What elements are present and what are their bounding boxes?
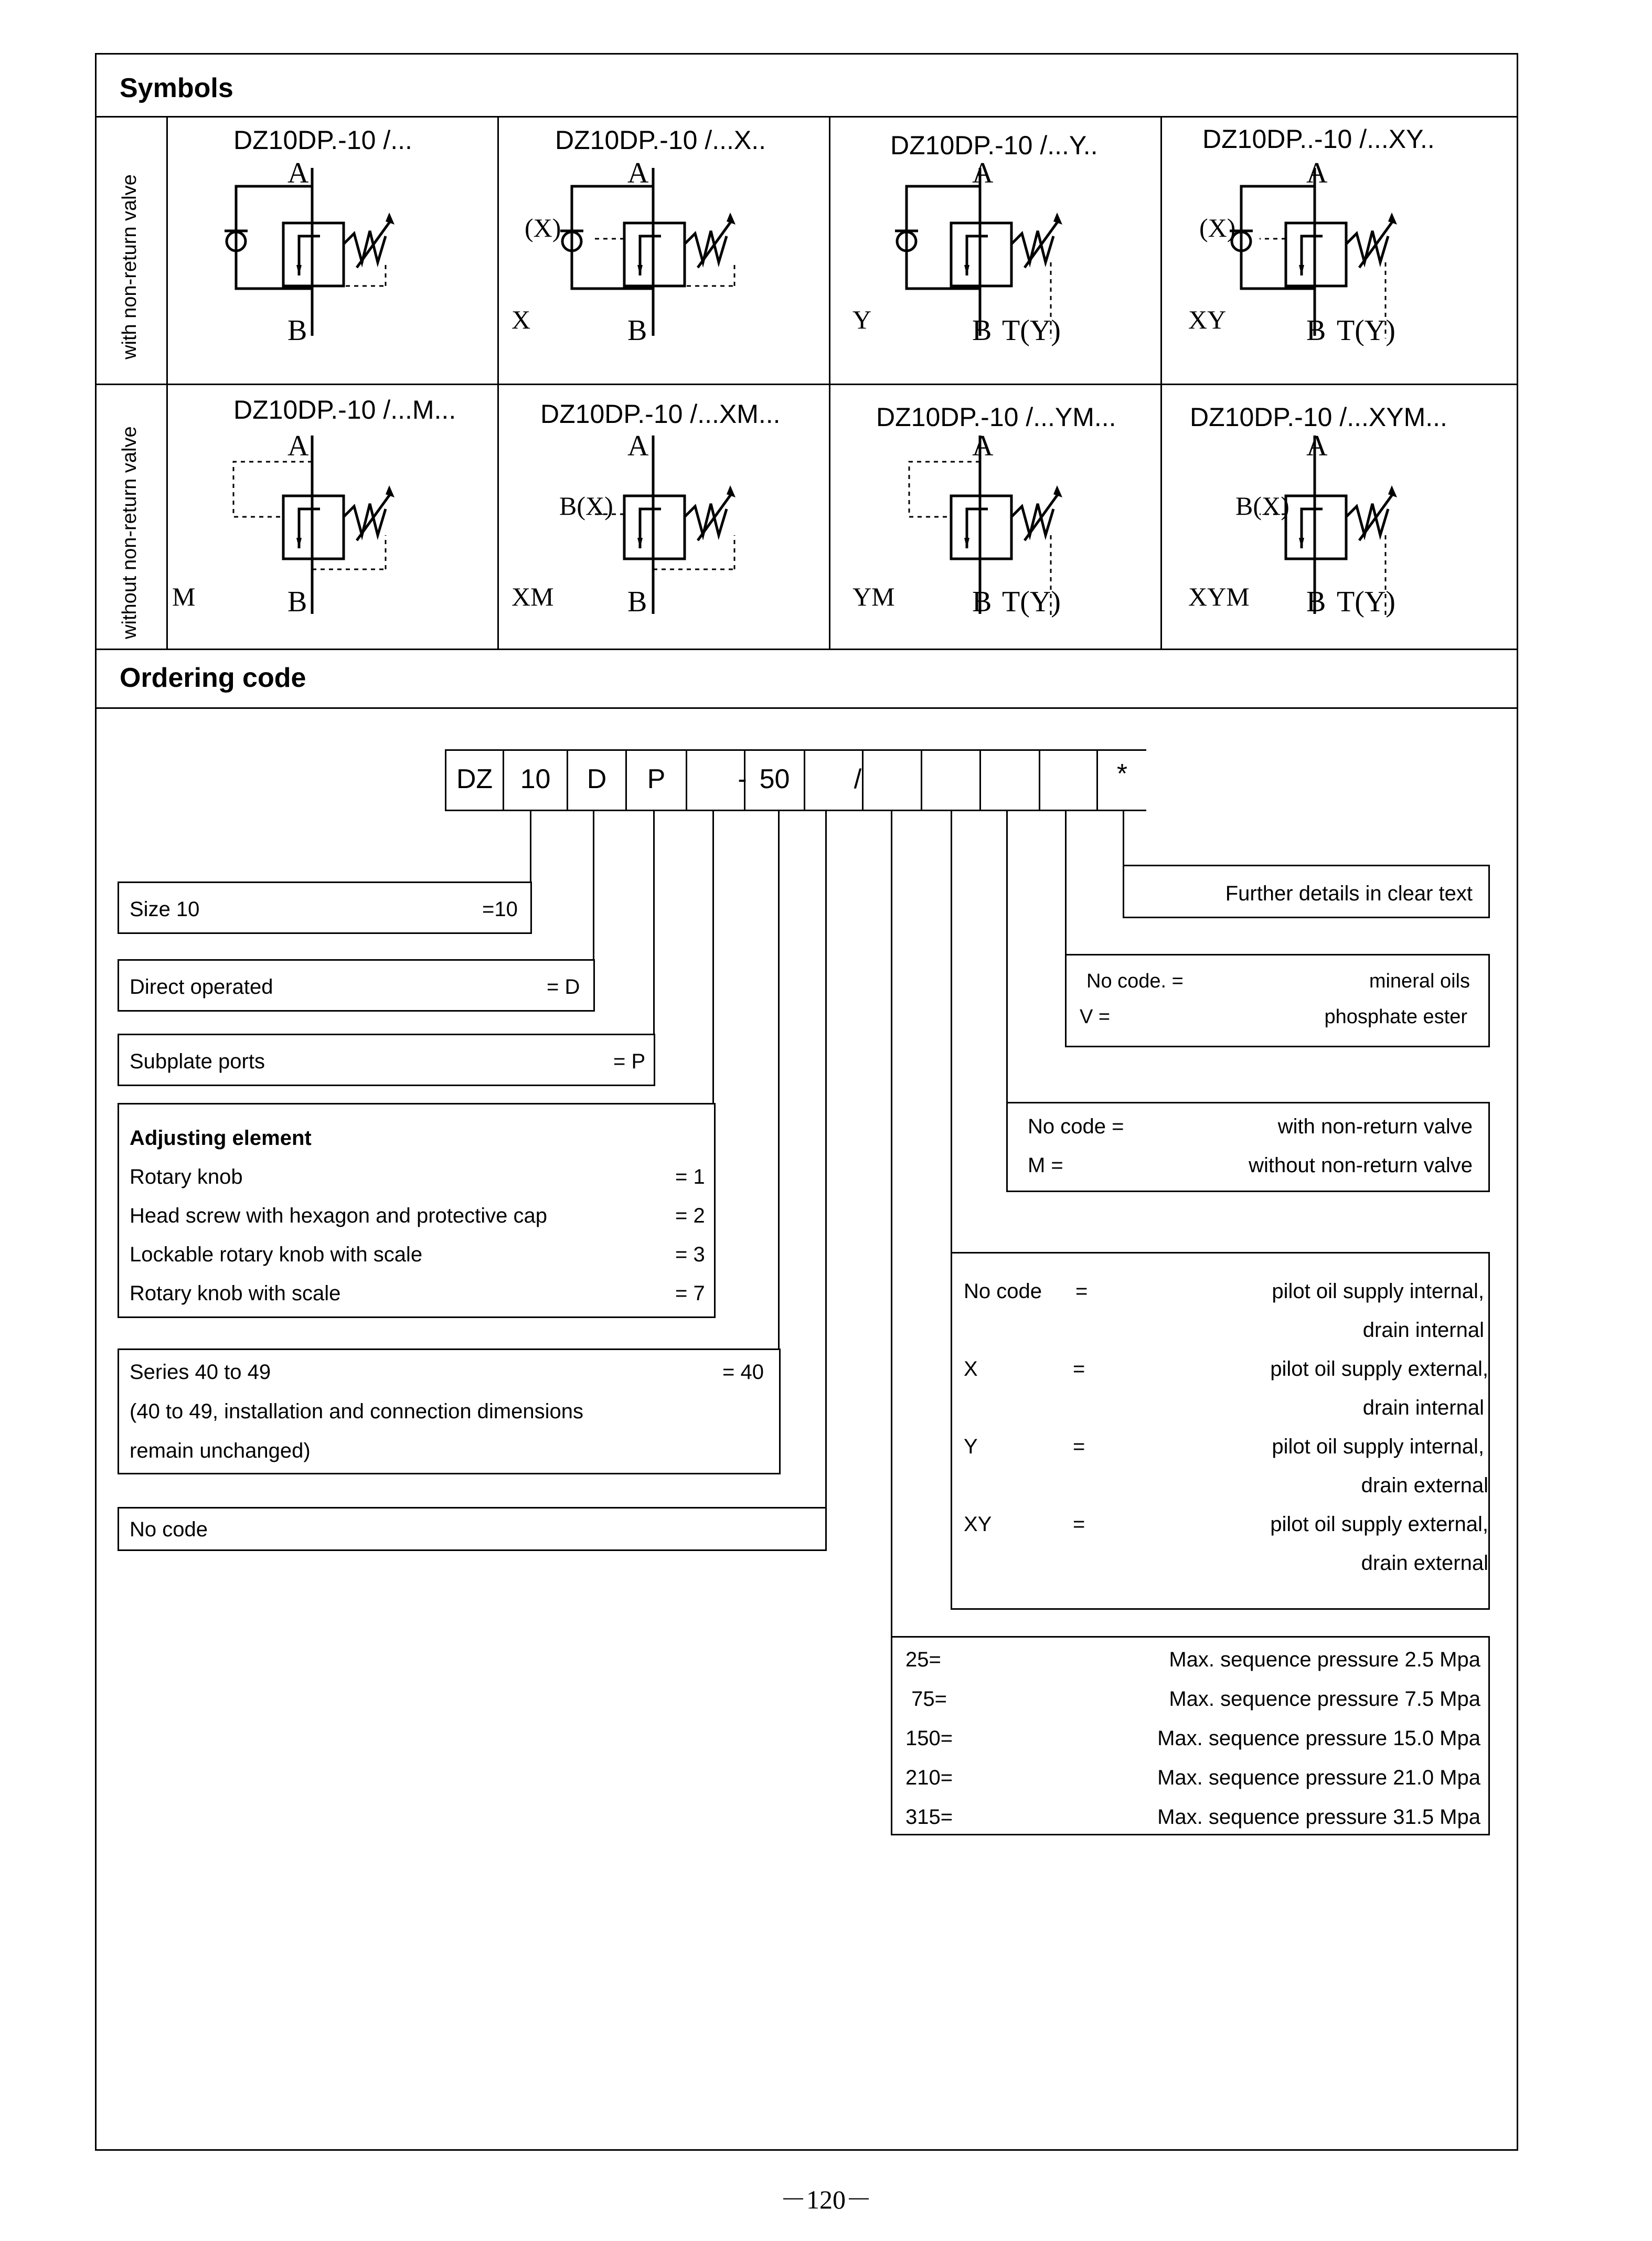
symbol-title: DZ10DP.-10 /...M... [233, 395, 456, 424]
seal-code: V = [1080, 1006, 1111, 1028]
pressure-code: 25= [905, 1648, 941, 1671]
pilot-eq: = [1075, 1280, 1088, 1303]
direct-operated-label: Direct operated [130, 975, 273, 999]
port-a-label: A [627, 430, 649, 462]
variant-mark: XM [511, 582, 554, 611]
size-label: Size 10 [130, 898, 200, 921]
variant-mark: XY [1188, 305, 1227, 334]
symbol-title: DZ10DP.-10 /...XYM... [1190, 402, 1447, 432]
port-a-label: A [627, 157, 649, 189]
adjusting-item-code: = 2 [675, 1204, 705, 1227]
pilot-desc-1: pilot oil supply external, [1270, 1513, 1488, 1536]
adjusting-item-label: Lockable rotary knob with scale [130, 1243, 423, 1266]
port-t-label: T(Y) [1337, 314, 1395, 347]
subplate-ports-box [118, 1034, 655, 1086]
port-a-label: A [287, 157, 309, 189]
seal-desc: mineral oils [1369, 970, 1470, 992]
seal-desc: phosphate ester [1324, 1006, 1467, 1028]
check-valve-desc: without non-return valve [1249, 1154, 1473, 1177]
pilot-eq: = [1073, 1513, 1085, 1536]
code-cell-dash: - [738, 764, 747, 794]
subplate-ports-label: Subplate ports [130, 1050, 265, 1073]
pilot-desc-1: pilot oil supply internal, [1272, 1280, 1484, 1303]
pilot-desc-1: pilot oil supply internal, [1272, 1435, 1484, 1458]
leader-line-check-valve [1006, 810, 1008, 1104]
symbol-title: DZ10DP.-10 /...X.. [555, 125, 766, 155]
port-a-label: A [287, 430, 309, 462]
pressure-box [891, 1636, 1490, 1835]
pressure-code: 75= [905, 1687, 947, 1711]
code-cell-border [804, 749, 805, 811]
port-a-label: A [972, 430, 994, 462]
adjusting-item-label: Rotary knob [130, 1165, 243, 1188]
port-a-label: A [1306, 157, 1328, 189]
sequence-valve-symbol-icon [205, 430, 467, 630]
pilot-x-label: (X) [1199, 213, 1236, 242]
series-note-line-2: remain unchanged) [130, 1439, 311, 1462]
seal-code: No code. = [1086, 970, 1184, 992]
adjusting-item-code: = 3 [675, 1243, 705, 1266]
port-b-label: B [627, 586, 647, 618]
code-cell-border [979, 749, 981, 811]
pilot-x-label: B(X) [559, 491, 613, 521]
row-label-with-non-return: with non-return valve [119, 174, 141, 359]
code-cell-ports: P [647, 764, 666, 794]
sequence-valve-symbol-icon [540, 157, 803, 357]
pressure-desc: Max. sequence pressure 31.5 Mpa [1157, 1805, 1480, 1829]
further-details-box [1123, 865, 1490, 918]
port-b-label: B [627, 314, 647, 347]
subplate-ports-code: = P [613, 1050, 646, 1073]
variant-mark: XYM [1188, 582, 1250, 611]
leader-line-size [530, 810, 531, 884]
pressure-desc: Max. sequence pressure 15.0 Mpa [1157, 1727, 1480, 1750]
check-valve-code: M = [1028, 1154, 1063, 1177]
variant-mark: YM [852, 582, 895, 611]
leader-line-operation [593, 810, 594, 962]
check-valve-box [1006, 1102, 1490, 1192]
symbols-col-divider-2 [829, 116, 830, 649]
direct-operated-box [118, 959, 595, 1012]
pressure-desc: Max. sequence pressure 2.5 Mpa [1169, 1648, 1480, 1671]
pilot-desc-2: drain external [1361, 1474, 1488, 1497]
port-b-label: B [972, 314, 992, 347]
pilot-x-label: (X) [525, 213, 561, 242]
further-details-label: Further details in clear text [1225, 882, 1473, 905]
code-cell-slash: / [854, 764, 862, 794]
symbol-title: DZ10DP.-10 /...Y.. [890, 131, 1098, 160]
series-box [118, 1348, 781, 1474]
symbol-title: DZ10DP.-10 /... [233, 125, 412, 155]
code-cell-further: * [1116, 759, 1128, 789]
symbols-header-divider [95, 116, 1518, 118]
pilot-desc-1: pilot oil supply external, [1270, 1357, 1488, 1380]
pressure-desc: Max. sequence pressure 21.0 Mpa [1157, 1766, 1480, 1789]
leader-line-pilot [951, 810, 952, 1256]
port-t-label: T(Y) [1002, 586, 1061, 618]
pilot-code: No code [964, 1280, 1042, 1303]
series-label: Series 40 to 49 [130, 1361, 271, 1384]
pressure-code: 150= [905, 1727, 953, 1750]
sequence-valve-symbol-icon [540, 430, 803, 630]
sequence-valve-symbol-icon [205, 157, 467, 357]
leader-line-no-code [825, 810, 827, 1510]
direct-operated-code: = D [547, 975, 580, 999]
symbols-heading: Symbols [120, 73, 233, 103]
adjusting-element-box [118, 1103, 716, 1318]
port-a-label: A [1306, 430, 1328, 462]
size-box [118, 881, 532, 934]
pilot-x-label: B(X) [1235, 491, 1289, 521]
variant-mark: X [511, 305, 531, 334]
adjusting-item-label: Rotary knob with scale [130, 1282, 341, 1305]
pilot-desc-2: drain internal [1362, 1396, 1484, 1419]
port-b-label: B [287, 314, 307, 347]
symbol-title: DZ10DP.-10 /...YM... [876, 402, 1116, 432]
pressure-code: 315= [905, 1805, 953, 1829]
adjusting-item-label: Head screw with hexagon and protective cap [130, 1204, 548, 1227]
code-cell-series: 50 [759, 764, 790, 794]
no-code-label: No code [130, 1518, 208, 1541]
port-b-label: B [1306, 314, 1326, 347]
symbols-col-divider-1 [497, 116, 499, 649]
symbol-title: DZ10DP.-10 /...XM... [540, 399, 781, 429]
series-code: = 40 [722, 1361, 764, 1384]
port-b-label: B [287, 586, 307, 618]
ordering-header-divider [95, 707, 1518, 709]
code-strip-top-line [445, 749, 1146, 751]
code-cell-type: DZ [456, 764, 493, 794]
symbols-label-column-divider [166, 116, 168, 649]
variant-mark: M [172, 582, 196, 611]
leader-line-ports [653, 810, 655, 1036]
size-code: =10 [482, 898, 518, 921]
adjusting-heading: Adjusting element [130, 1127, 312, 1150]
page-number: －120－ [780, 2185, 872, 2214]
pressure-code: 210= [905, 1766, 953, 1789]
pilot-desc-2: drain internal [1362, 1319, 1484, 1342]
pilot-code: X [964, 1357, 978, 1380]
check-valve-code: No code = [1028, 1115, 1124, 1138]
adjusting-item-code: = 1 [675, 1165, 705, 1188]
leader-line-seal [1065, 810, 1067, 955]
leader-line-series [778, 810, 780, 1350]
pilot-eq: = [1073, 1357, 1085, 1380]
leader-line-further [1123, 810, 1124, 866]
pilot-code: Y [964, 1435, 978, 1458]
port-t-label: T(Y) [1002, 314, 1061, 347]
no-code-box [118, 1507, 827, 1551]
leader-line-pressure [891, 810, 892, 1638]
seal-material-box [1065, 954, 1490, 1047]
code-strip-bottom-line [445, 810, 1146, 811]
pressure-desc: Max. sequence pressure 7.5 Mpa [1169, 1687, 1480, 1711]
leader-line-adjusting [712, 810, 714, 1107]
pilot-code: XY [964, 1513, 992, 1536]
port-t-label: T(Y) [1337, 586, 1395, 618]
symbols-row-divider [95, 384, 1518, 385]
port-b-label: B [972, 586, 992, 618]
code-cell-border [686, 749, 687, 811]
code-cell-border [1039, 749, 1040, 811]
pilot-oil-box [951, 1252, 1490, 1610]
code-cell-size: 10 [520, 764, 551, 794]
row-label-without-non-return: without non-return valve [119, 426, 141, 639]
pilot-eq: = [1073, 1435, 1085, 1458]
code-cell-border [921, 749, 922, 811]
port-a-label: A [972, 157, 994, 189]
pilot-desc-2: drain external [1361, 1552, 1488, 1575]
code-cell-operation: D [587, 764, 607, 794]
port-b-label: B [1306, 586, 1326, 618]
symbols-col-divider-3 [1160, 116, 1162, 649]
variant-mark: Y [852, 305, 872, 334]
symbol-title: DZ10DP..-10 /...XY.. [1202, 124, 1435, 154]
ordering-code-heading: Ordering code [120, 663, 306, 693]
check-valve-desc: with non-return valve [1277, 1115, 1473, 1138]
series-note-line-1: (40 to 49, installation and connection dimensions [130, 1400, 583, 1423]
ordering-header-top-divider [95, 649, 1518, 650]
adjusting-item-code: = 7 [675, 1282, 705, 1305]
